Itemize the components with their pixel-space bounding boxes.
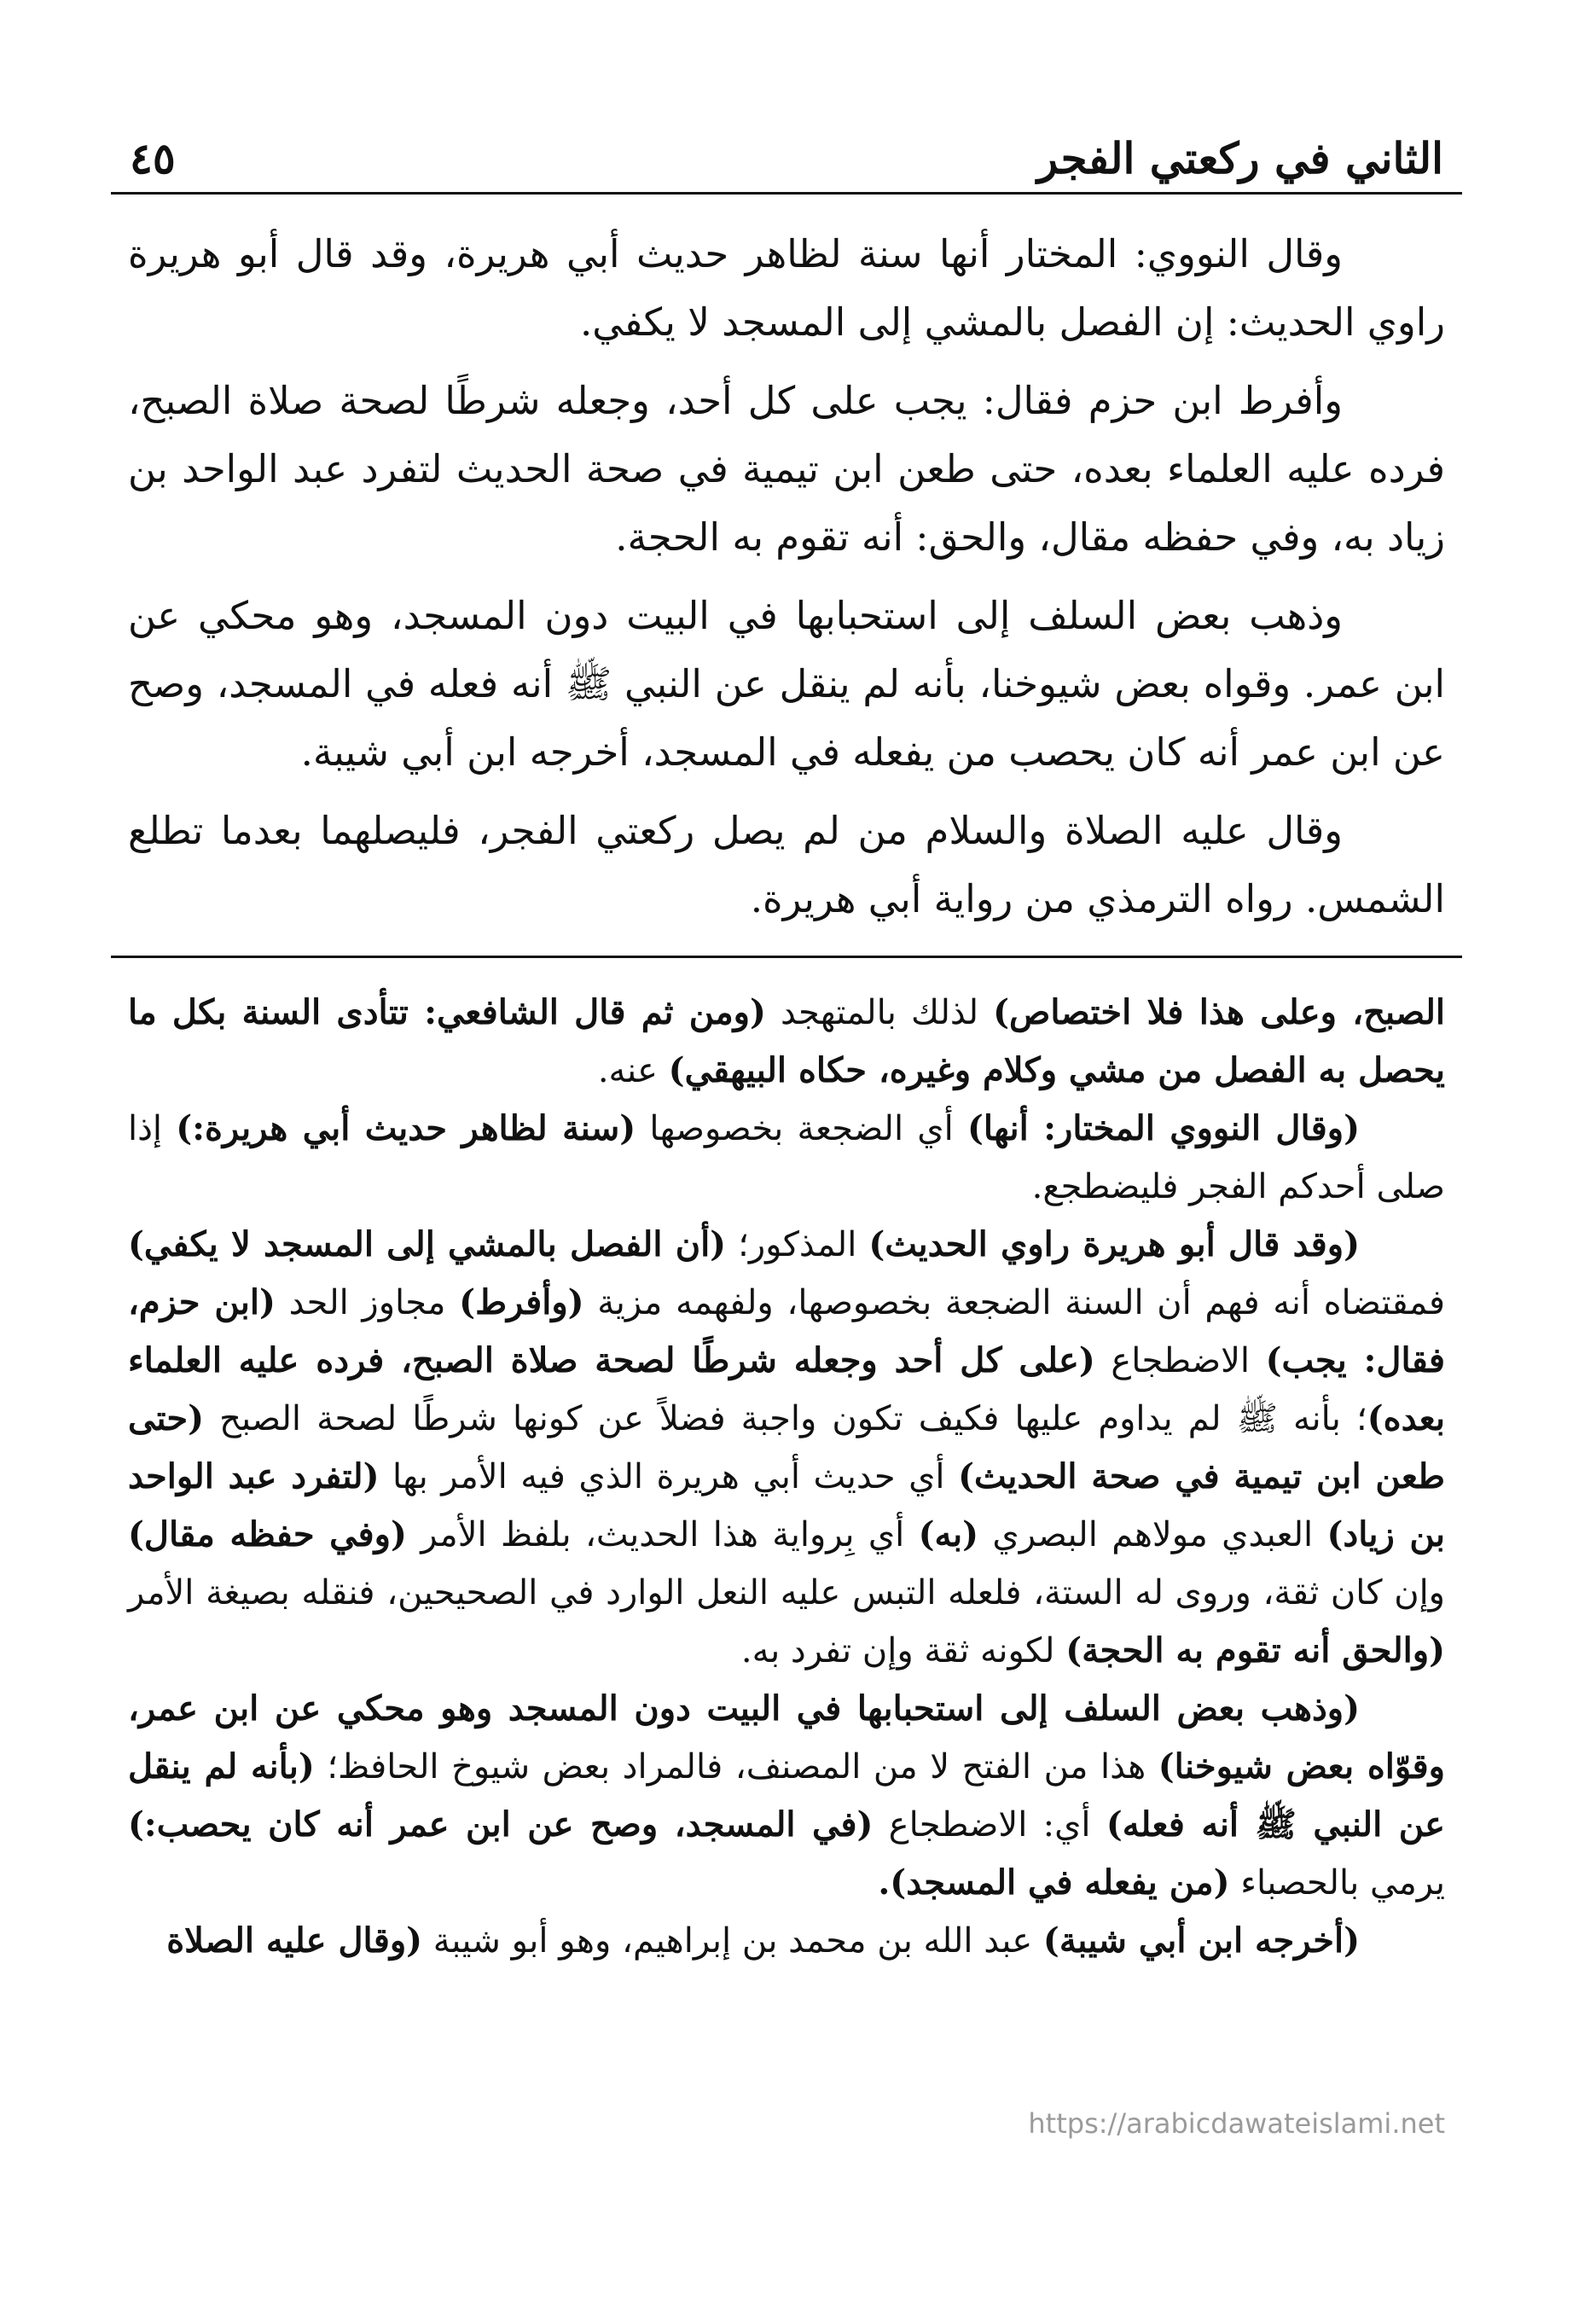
commentary-paragraph-3 (128, 1216, 1445, 1680)
commentary-paragraph-5 (128, 1912, 1445, 1970)
commentary-paragraph-4 (128, 1680, 1445, 1912)
sharh-text: أي: الاضطجاع (873, 1805, 1106, 1845)
matn-quote: (وأفرط) (459, 1282, 584, 1322)
main-paragraph-2: وأفرط ابن حزم فقال: يجب على كل أحد، وجعله شرطًا لصحة صلاة الصبح، فرده عليه العلماء بعده، حتى طعن ابن تيمية في صحة الحديث لتفرد عبد الواحد بن زياد به، وفي حفظه مقال، والحق: أنه تقوم به الحجة. (128, 378, 1445, 560)
matn-quote: (ابن حزم، فقال: يجب) (128, 1282, 1445, 1380)
main-text (111, 220, 1462, 933)
sharh-text: ؛ بأنه ﷺ لم يداوم عليها فكيف تكون واجبة فضلاً عن كونها شرطًا لصحة الصبح (204, 1399, 1367, 1438)
sharh-text: يرمي بالحصباء (1229, 1863, 1445, 1903)
matn-quote: الصبح، وعلى هذا فلا اختصاص) (993, 992, 1445, 1032)
matn-quote: (في المسجد، وصح عن ابن عمر أنه كان يحصب:) (128, 1804, 874, 1845)
matn-quote: (والحق أنه تقوم به الحجة) (1065, 1630, 1445, 1670)
sharh-text: أي حديث أبي هريرة الذي فيه الأمر بها (379, 1457, 959, 1496)
matn-quote: (وذهب بعض السلف إلى استحبابها في البيت دون المسجد وهو محكي عن ابن عمر، وقوّاه بعض شيوخنا) (128, 1688, 1445, 1787)
matn-quote: (أخرجه ابن أبي شيبة) (1042, 1920, 1360, 1961)
matn-quote: (وقد قال أبو هريرة راوي الحديث) (868, 1224, 1361, 1264)
matn-quote: (وفي حفظه مقال) (128, 1514, 407, 1554)
main-paragraph-4: وقال عليه الصلاة والسلام من لم يصل ركعتي الفجر، فليصلهما بعدما تطلع الشمس. رواه الترمذي من رواية أبي هريرة. (128, 808, 1445, 921)
sharh-text: وإن كان ثقة، وروى له الستة، فلعله التبس عليه النعل الوارد في الصحيحين، فنقله بصيغة الأمر (128, 1573, 1445, 1612)
sharh-text: أي بِرواية هذا الحديث، بلفظ الأمر (406, 1515, 919, 1554)
matn-quote: (به) (918, 1514, 979, 1554)
sharh-text: إذا صلى أحدكم الفجر فليضطجع. (128, 1109, 1445, 1206)
matn-quote: (أن الفصل بالمشي إلى المسجد لا يكفي) (128, 1224, 727, 1264)
matn-quote: (وقال النووي المختار: أنها) (966, 1108, 1360, 1148)
sharh-text: هذا من الفتح لا من المصنف، فالمراد بعض شيوخ الحافظ؛ (314, 1747, 1158, 1787)
running-title: الثاني في ركعتي الفجر (1037, 133, 1443, 183)
main-paragraph-1: وقال النووي: المختار أنها سنة لظاهر حديث أبي هريرة، وقد قال أبو هريرة راوي الحديث: إن الفصل بالمشي إلى المسجد لا يكفي. (128, 231, 1445, 345)
sharh-text: فمقتضاه أنه فهم أن السنة الضجعة بخصوصها، ولفهمه مزية (583, 1283, 1445, 1322)
sharh-text: عبد الله بن محمد بن إبراهيم، وهو أبو شيبة (422, 1921, 1043, 1961)
sharh-text: مجاوز الحد (275, 1283, 460, 1322)
matn-quote: (من يفعله في المسجد). (878, 1862, 1230, 1903)
matn-quote: (على كل أحد وجعله شرطًا لصحة صلاة الصبح، فرده عليه العلماء بعده) (128, 1340, 1445, 1438)
page-header (111, 111, 1462, 195)
commentary-paragraph-2 (128, 1100, 1445, 1216)
matn-quote: (لتفرد عبد الواحد بن زياد) (128, 1456, 1446, 1554)
sharh-text: المذكور؛ (726, 1225, 869, 1264)
matn-quote: (ومن ثم قال الشافعي: تتأدى السنة بكل ما يحصل به الفصل من مشي وكلام وغيره، حكاه البيهقي) (128, 992, 1445, 1090)
page-number: ٤٥ (130, 133, 176, 183)
matn-quote: (بأنه لم ينقل عن النبي ﷺ أنه فعله) (128, 1746, 1446, 1845)
matn-quote: (سنة لظاهر حديث أبي هريرة:) (176, 1108, 636, 1148)
commentary-paragraph-1 (128, 984, 1445, 1100)
sharh-text: أي الضجعة بخصوصها (636, 1109, 967, 1148)
main-paragraph-3: وذهب بعض السلف إلى استحبابها في البيت دون المسجد، وهو محكي عن ابن عمر. وقواه بعض شيوخنا، بأنه لم ينقل عن النبي ﷺ أنه فعله في المسجد، وصح عن ابن عمر أنه كان يحصب من يفعله في المسجد، أخرجه ابن أبي شيبة. (128, 593, 1445, 775)
sharh-text: عنه. (597, 1051, 669, 1090)
sharh-text: العبدي مولاهم البصري (978, 1515, 1327, 1554)
section-divider (111, 956, 1462, 958)
watermark-url: https://arabicdawateislami.net (1028, 2107, 1445, 2140)
matn-quote: (وقال عليه الصلاة (166, 1920, 423, 1961)
matn-quote: (حتى طعن ابن تيمية في صحة الحديث) (128, 1398, 1445, 1496)
sharh-text: لذلك بالمتهجد (765, 993, 994, 1032)
commentary (111, 984, 1462, 1970)
sharh-text: لكونه ثقة وإن تفرد به. (740, 1631, 1066, 1670)
sharh-text: الاضطجاع (1094, 1341, 1266, 1380)
